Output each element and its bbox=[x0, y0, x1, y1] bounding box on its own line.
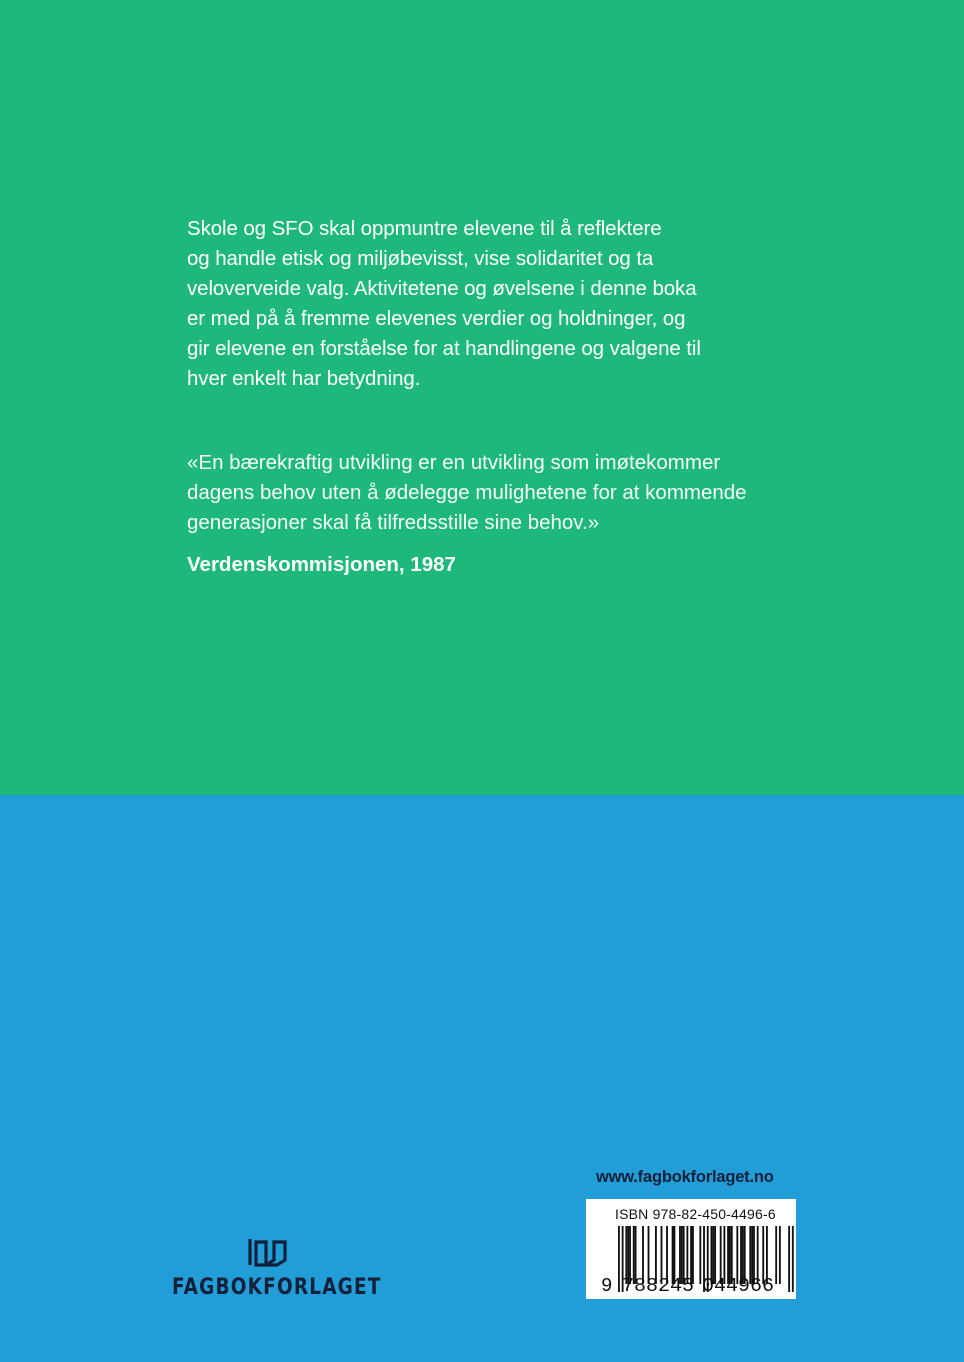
open-book-icon bbox=[247, 1236, 289, 1268]
barcode-bar bbox=[699, 1226, 701, 1284]
isbn-barcode bbox=[586, 1199, 796, 1299]
barcode-bar bbox=[618, 1226, 620, 1292]
quote-line: generasjoner skal få tilfredsstille sine behov.» bbox=[187, 511, 600, 534]
barcode-left-digits: 788245 bbox=[622, 1275, 694, 1297]
quote-line: dagens behov uten å ødelegge mulighetene for at kommende bbox=[187, 481, 747, 504]
publisher-website[interactable]: www.fagbokforlaget.no bbox=[596, 1168, 774, 1186]
blurb-line: veloverveide valg. Aktivitetene og øvelsene i denne boka bbox=[187, 277, 697, 300]
isbn-label: ISBN 978-82-450-4496-6 bbox=[615, 1206, 776, 1222]
barcode-bar bbox=[788, 1226, 790, 1292]
publisher-name: FAGBOKFORLAGET bbox=[172, 1275, 382, 1300]
barcode-bar bbox=[779, 1226, 781, 1284]
quote-attribution: Verdenskommisjonen, 1987 bbox=[187, 553, 456, 576]
barcode-bar bbox=[775, 1226, 777, 1284]
quote bbox=[187, 448, 827, 538]
publisher-logo bbox=[172, 1236, 382, 1306]
quote-line: «En bærekraftig utvikling er en utvikling som imøtekommer bbox=[187, 451, 721, 474]
blurb-line: hver enkelt har betydning. bbox=[187, 367, 421, 390]
blurb-line: og handle etisk og miljøbevisst, vise solidaritet og ta bbox=[187, 247, 654, 270]
barcode-right-digits: 044966 bbox=[702, 1275, 774, 1297]
back-cover-blurb bbox=[187, 214, 787, 394]
blurb-line: gir elevene en forståelse for at handlingene og valgene til bbox=[187, 337, 701, 360]
blurb-line: er med på å fremme elevenes verdier og holdninger, og bbox=[187, 307, 686, 330]
barcode-bar bbox=[792, 1226, 794, 1292]
barcode-first-digit: 9 bbox=[601, 1275, 613, 1297]
barcode-graphic bbox=[586, 1199, 796, 1299]
bottom-panel bbox=[0, 795, 964, 1362]
blurb-line: Skole og SFO skal oppmuntre elevene til å reflektere bbox=[187, 217, 662, 240]
